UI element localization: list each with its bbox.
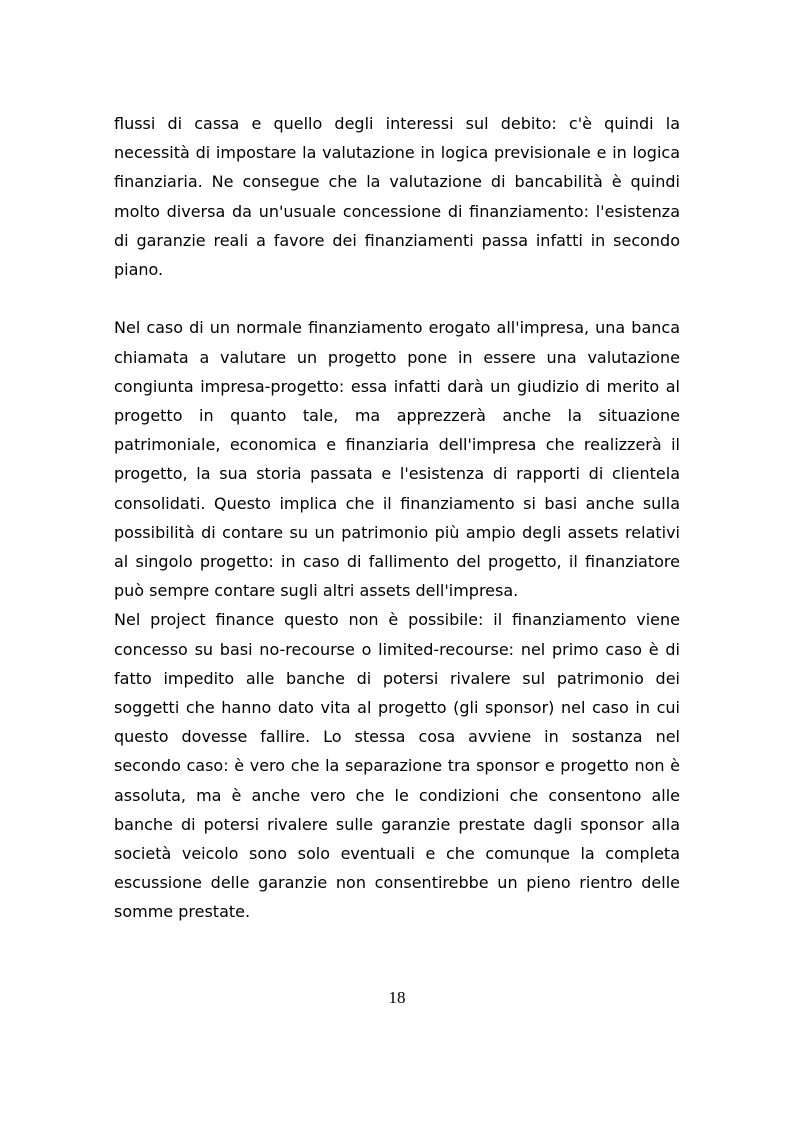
paragraph-2: Nel caso di un normale finanziamento erogato all'impresa, una banca chiamata a valutare un progetto pone in essere una valutazione congiunta impresa-progetto: essa infatti darà un giudizio di merito al progetto in quanto tale, ma apprezzerà anche la situazione patrimoniale, economica e finanziaria dell'impresa che realizzerà il progetto, la sua storia passata e l'esistenza di rapporti di clientela consolidati. Questo implica che il finanziamento si basi anche sulla possibilità di contare su un patrimonio più ampio degli assets relativi al singolo progetto: in caso di fallimento del progetto, il finanziatore può sempre contare sugli altri assets dell'impresa. bbox=[114, 318, 680, 601]
page-number: 18 bbox=[388, 988, 406, 1007]
paragraph-3: Nel project finance questo non è possibile: il finanziamento viene concesso su basi no-recourse o limited-recourse: nel primo caso è di fatto impedito alle banche di potersi rivalere sul patrimonio dei soggetti che hanno dato vita al progetto (gli sponsor) nel caso in cui questo dovesse fallire. Lo stessa cosa avviene in sostanza nel secondo caso: è vero che la separazione tra sponsor e progetto non è assoluta, ma è anche vero che le condizioni che consentono alle banche di potersi rivalere sulle garanzie prestate dagli sponsor alla società veicolo sono solo eventuali e che comunque la completa escussione delle garanzie non consentirebbe un pieno rientro delle somme prestate. bbox=[114, 610, 680, 922]
paragraph-1: flussi di cassa e quello degli interessi sul debito: c'è quindi la necessità di impostare la valutazione in logica previsionale e in logica finanziaria. Ne consegue che la valutazione di bancabilità è quindi molto diversa da un'usuale concessione di finanziamento: l'esistenza di garanzie reali a favore dei finanziamenti passa infatti in secondo piano. bbox=[114, 114, 680, 280]
body-text bbox=[114, 109, 680, 927]
